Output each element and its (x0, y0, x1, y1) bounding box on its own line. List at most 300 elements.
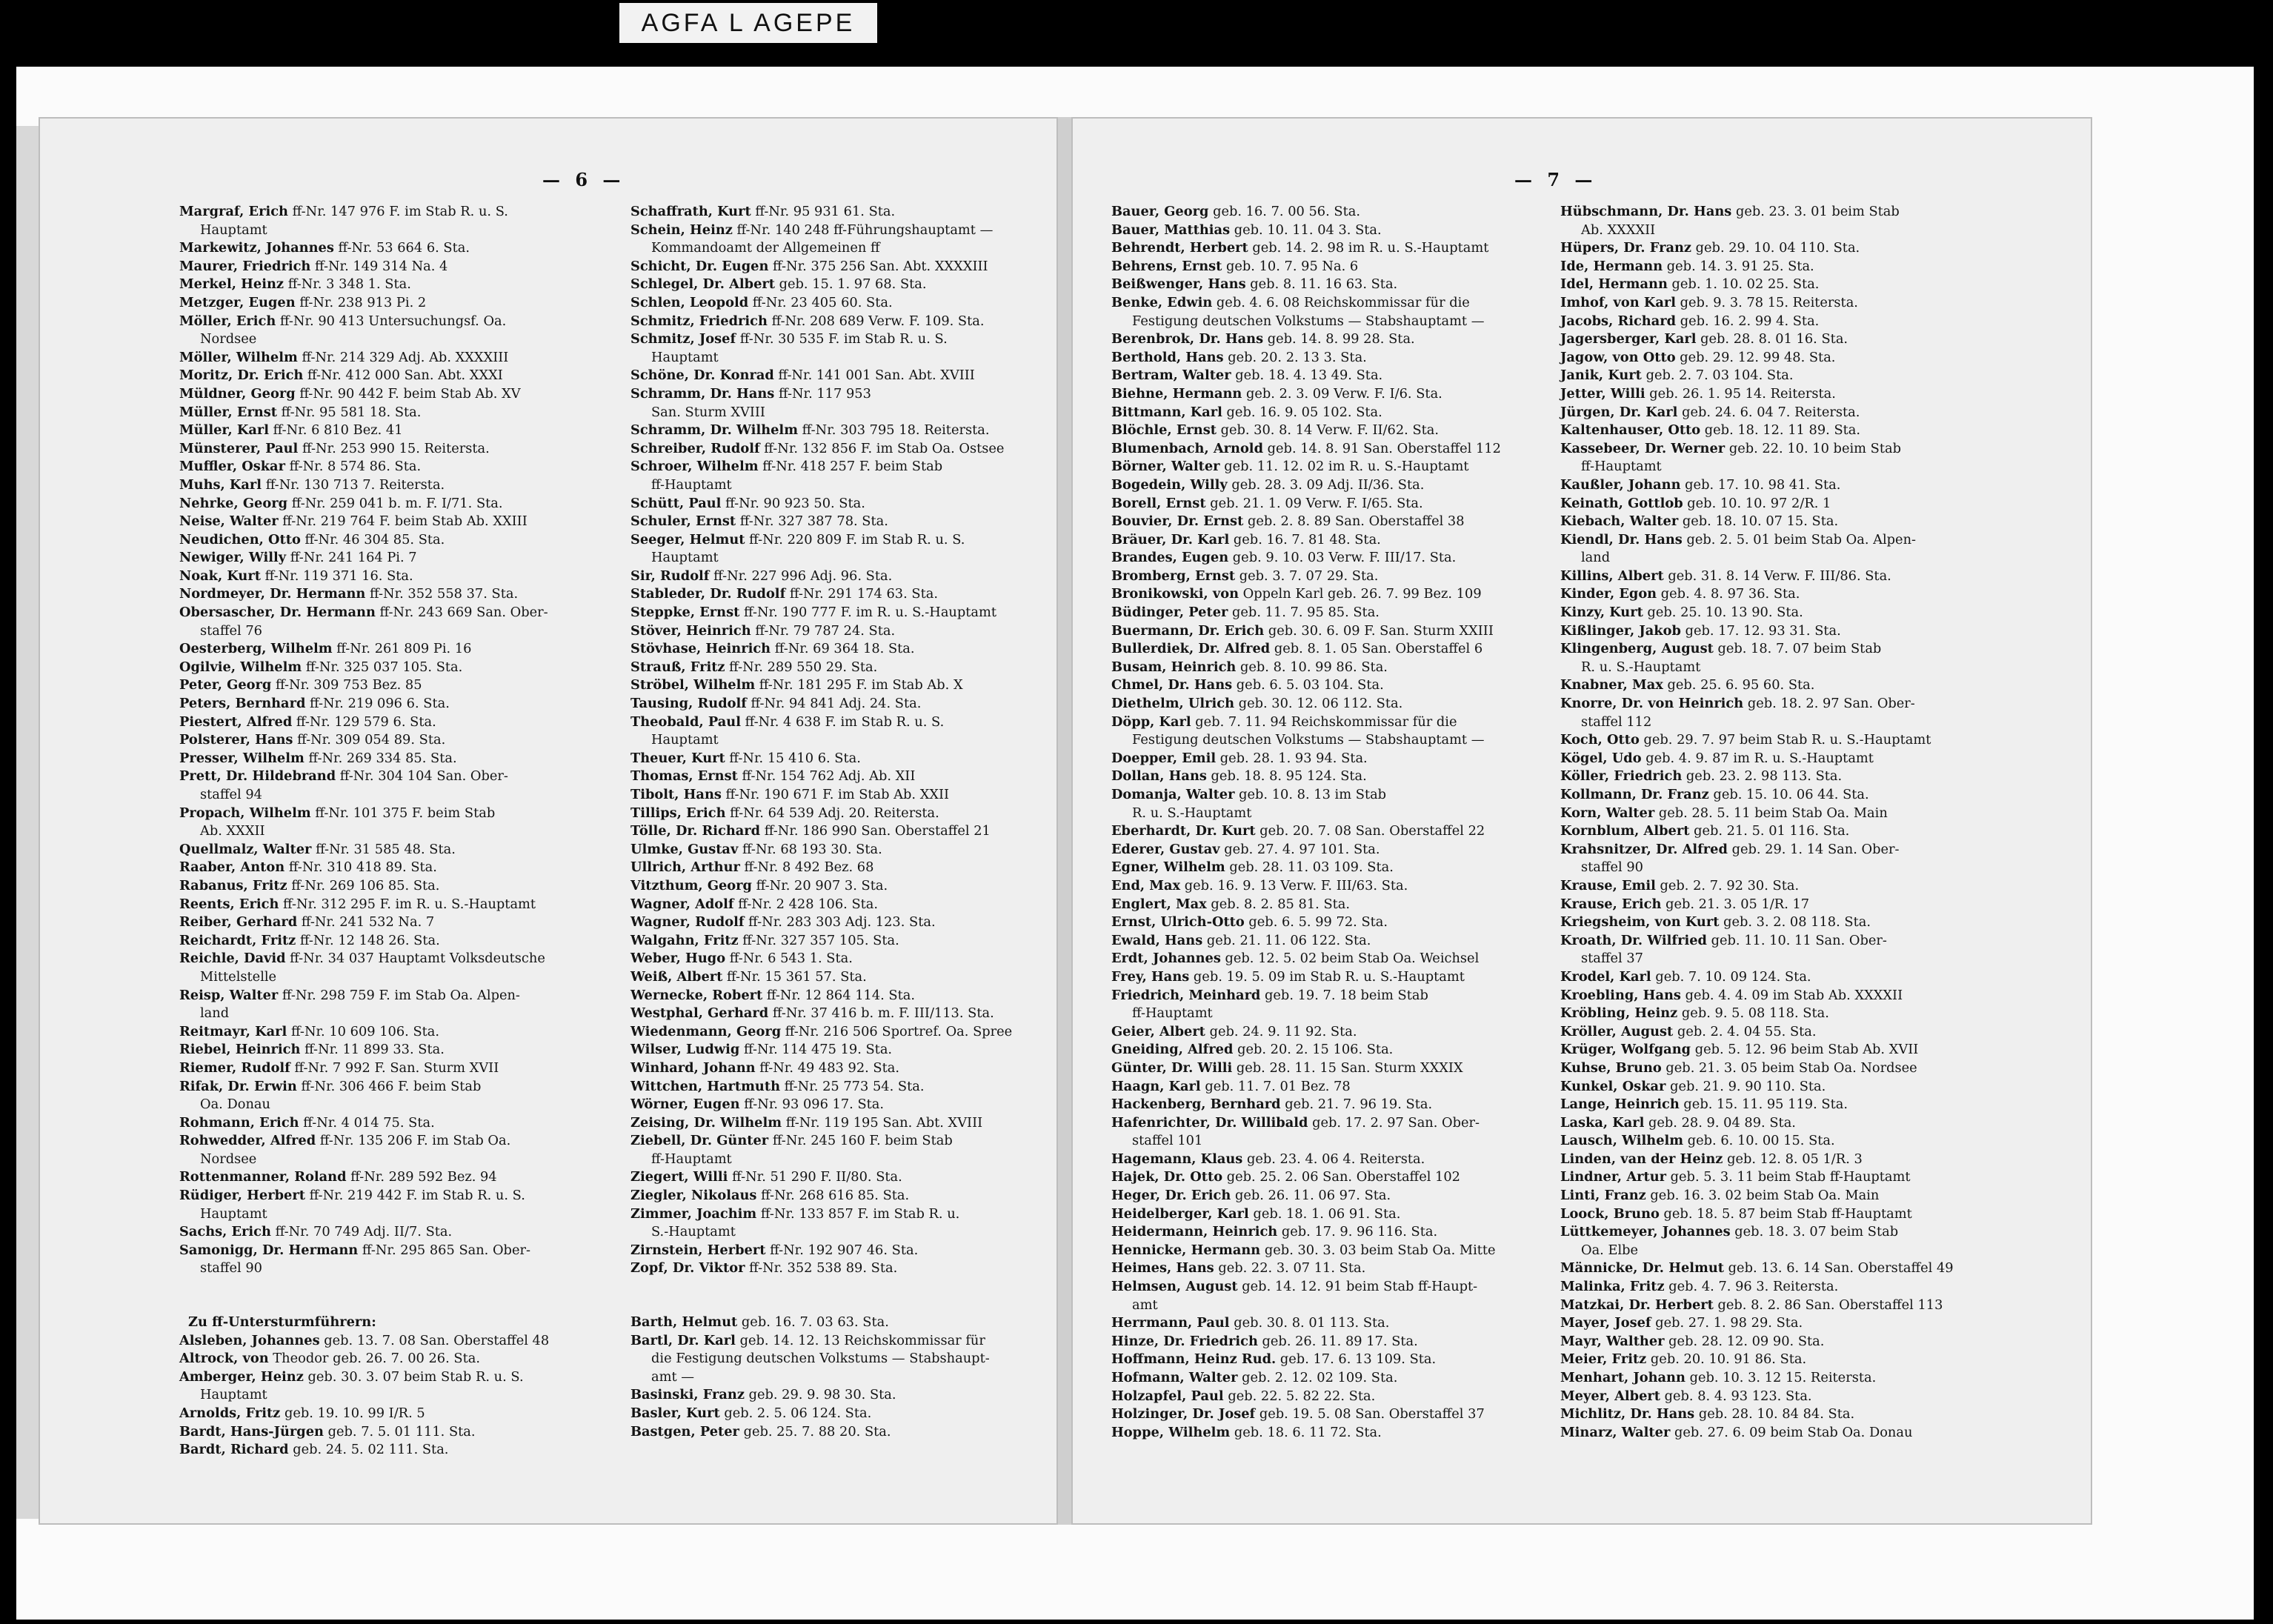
entry-name: Kröbling, Heinz (1560, 1005, 1678, 1022)
entry-details: ff-Nr. 219 442 F. im Stab R. u. S. (309, 1188, 525, 1204)
entry-name: Kiendl, Dr. Hans (1560, 531, 1683, 548)
roster-entry (179, 549, 549, 568)
roster-entry (1111, 604, 1501, 622)
entry-details: ff-Nr. 253 990 15. Reitersta. (302, 440, 490, 456)
entry-details: geb. 11. 7. 95 85. Sta. (1232, 605, 1380, 621)
entry-name: Krahsnitzer, Dr. Alfred (1560, 841, 1728, 857)
entry-name: Diethelm, Ulrich (1111, 696, 1235, 712)
entry-continuation: Hauptamt (200, 222, 267, 238)
roster-entry (630, 276, 1012, 294)
entry-name: Seeger, Helmut (630, 531, 745, 548)
roster-entry (1111, 367, 1501, 385)
roster-entry (1111, 258, 1501, 276)
entry-name: Altrock, von (179, 1351, 269, 1367)
entry-details: ff-Nr. 289 550 29. Sta. (729, 659, 878, 675)
entry-name: End, Max (1111, 877, 1181, 893)
entry-name: Theobald, Paul (630, 713, 741, 730)
entry-name: Arnolds, Fritz (179, 1405, 281, 1421)
entry-details: geb. 18. 8. 95 124. Sta. (1211, 768, 1367, 785)
roster-entry (630, 987, 1012, 1005)
entry-details: ff-Nr. 154 762 Adj. Ab. XII (742, 768, 916, 785)
right-page (1071, 117, 2092, 1525)
roster-entry (179, 531, 549, 550)
entry-details: geb. 21. 1. 09 Verw. F. I/65. Sta. (1210, 495, 1423, 511)
entry-details: geb. 25. 7. 88 20. Sta. (743, 1423, 891, 1440)
page-number: — 6 — (542, 169, 625, 190)
entry-details: ff-Nr. 327 357 105. Sta. (742, 932, 899, 948)
entry-details: ff-Nr. 418 257 F. beim Stab (762, 459, 943, 475)
roster-entry (630, 713, 1012, 750)
entry-name: Helmsen, August (1111, 1279, 1238, 1295)
roster-entry (1560, 203, 1954, 239)
roster-entry (1560, 805, 1954, 823)
entry-details: geb. 29. 7. 97 beim Stab R. u. S.-Hauptamt (1643, 732, 1931, 748)
roster-entry (179, 1350, 549, 1368)
roster-entry (1560, 1369, 1954, 1388)
entry-continuation: Nordsee (200, 1151, 257, 1167)
entry-name: Ulmke, Gustav (630, 841, 739, 857)
entry-details: geb. 25. 6. 95 60. Sta. (1667, 677, 1815, 693)
entry-details: geb. 4. 8. 97 36. Sta. (1660, 586, 1800, 602)
entry-details: geb. 21. 9. 90 110. Sta. (1670, 1078, 1826, 1094)
roster-entry (179, 1023, 549, 1042)
roster-entry (630, 330, 1012, 367)
entry-continuation: die Festigung deutschen Volkstums — Stabshaupt- (651, 1351, 990, 1367)
roster-entry (1111, 695, 1501, 713)
roster-entry (179, 1114, 549, 1133)
roster-entry (1111, 987, 1501, 1023)
entry-details: ff-Nr. 119 371 16. Sta. (264, 568, 413, 584)
roster-entry (1560, 1078, 1954, 1096)
entry-details: geb. 2. 5. 06 124. Sta. (724, 1405, 872, 1421)
entry-continuation: staffel 101 (1132, 1133, 1203, 1149)
entry-details: ff-Nr. 309 054 89. Sta. (297, 732, 446, 748)
roster-entry (179, 640, 549, 659)
entry-name: Zeising, Dr. Wilhelm (630, 1114, 782, 1131)
roster-entry (1111, 786, 1501, 822)
entry-details: ff-Nr. 243 669 San. Ober- (379, 605, 548, 621)
entry-name: Herrmann, Paul (1111, 1315, 1230, 1331)
entry-details: geb. 28. 3. 09 Adj. II/36. Sta. (1231, 476, 1425, 493)
entry-name: Kögel, Udo (1560, 750, 1642, 766)
entry-details: geb. 30. 8. 01 113. Sta. (1234, 1315, 1390, 1331)
book-gutter (1058, 117, 1071, 1525)
entry-details: geb. 14. 12. 13 Reichskommissar für (739, 1332, 985, 1348)
entry-name: Kaußler, Johann (1560, 476, 1681, 493)
entry-details: ff-Nr. 269 334 85. Sta. (308, 750, 457, 766)
entry-details: geb. 2. 4. 04 55. Sta. (1677, 1023, 1817, 1039)
roster-entry (1560, 276, 1954, 294)
entry-details: geb. 21. 3. 05 beim Stab Oa. Nordsee (1665, 1059, 1917, 1076)
roster-entry (1111, 822, 1501, 841)
roster-entry (1560, 495, 1954, 513)
roster-entry (1560, 695, 1954, 731)
roster-entry (179, 695, 549, 713)
entry-name: Jagersberger, Karl (1560, 331, 1697, 347)
entry-details: geb. 8. 2. 86 San. Oberstaffel 113 (1717, 1297, 1943, 1313)
roster-entry (179, 932, 549, 951)
entry-details: ff-Nr. 186 990 San. Oberstaffel 21 (764, 823, 991, 839)
entry-details: geb. 28. 10. 84 84. Sta. (1698, 1406, 1855, 1422)
entry-name: Kriegsheim, von Kurt (1560, 914, 1720, 931)
entry-name: Strauß, Fritz (630, 659, 725, 675)
film-top-banner (0, 0, 2273, 53)
entry-continuation: Hauptamt (651, 349, 719, 365)
roster-entry (630, 676, 1012, 695)
entry-details: ff-Nr. 53 664 6. Sta. (338, 240, 470, 256)
roster-entry (1560, 239, 1954, 258)
roster-entry (630, 968, 1012, 987)
roster-entry (179, 713, 549, 732)
entry-details: geb. 31. 8. 14 Verw. F. III/86. Sta. (1668, 568, 1891, 584)
roster-entry (630, 622, 1012, 641)
entry-details: ff-Nr. 306 466 F. beim Stab (301, 1078, 482, 1094)
roster-entry (1560, 1132, 1954, 1151)
entry-details: geb. 14. 8. 99 28. Sta. (1267, 331, 1415, 347)
entry-details: geb. 17. 6. 13 109. Sta. (1279, 1351, 1437, 1368)
entry-name: Büdinger, Peter (1111, 605, 1228, 621)
roster-entry (630, 313, 1012, 331)
roster-entry (179, 914, 549, 932)
roster-entry (1111, 896, 1501, 914)
entry-details: geb. 19. 5. 08 San. Oberstaffel 37 (1259, 1406, 1485, 1422)
entry-name: Bauer, Georg (1111, 204, 1209, 219)
entry-name: Prett, Dr. Hildebrand (179, 768, 336, 785)
entry-continuation: Hauptamt (651, 732, 719, 748)
entry-name: Müller, Ernst (179, 404, 277, 420)
entry-details: ff-Nr. 245 160 F. beim Stab (772, 1133, 953, 1149)
entry-name: Kroath, Dr. Wilfried (1560, 932, 1707, 948)
entry-name: Kassebeer, Dr. Werner (1560, 440, 1725, 456)
roster-entry (1111, 585, 1501, 604)
roster-entry (1111, 476, 1501, 495)
roster-entry (179, 1132, 549, 1168)
entry-name: Rifak, Dr. Erwin (179, 1078, 297, 1094)
entry-name: Menhart, Johann (1560, 1370, 1685, 1385)
roster-entry (1111, 1314, 1501, 1333)
entry-details: ff-Nr. 68 193 30. Sta. (742, 841, 882, 857)
section-heading: Zu ff-Untersturmführern: (188, 1314, 376, 1331)
entry-name: Kunkel, Oskar (1560, 1078, 1666, 1094)
roster-entry (1111, 932, 1501, 951)
roster-entry (179, 203, 549, 239)
entry-details: geb. 29. 12. 99 48. Sta. (1680, 349, 1836, 365)
roster-entry (1560, 367, 1954, 385)
roster-entry (630, 1005, 1012, 1023)
roster-entry (1560, 1096, 1954, 1114)
entry-name: Lange, Heinrich (1560, 1096, 1680, 1113)
entry-name: Hafenrichter, Dr. Willibald (1111, 1114, 1308, 1131)
roster-entry (630, 568, 1012, 586)
entry-details: geb. 7. 11. 94 Reichskommissar für die (1195, 713, 1457, 730)
entry-details: geb. 6. 5. 99 72. Sta. (1248, 914, 1388, 931)
entry-name: Maurer, Friedrich (179, 258, 311, 274)
roster-entry (1560, 313, 1954, 331)
roster-entry (630, 932, 1012, 951)
entry-details: geb. 23. 4. 06 4. Reitersta. (1246, 1151, 1425, 1167)
entry-details: geb. 18. 5. 87 beim Stab ff-Hauptamt (1663, 1205, 1912, 1222)
entry-name: Minarz, Walter (1560, 1424, 1671, 1440)
roster-entry (1111, 385, 1501, 404)
entry-details: ff-Nr. 30 535 F. im Stab R. u. S. (739, 331, 948, 347)
roster-entry (1111, 1096, 1501, 1114)
entry-name: Eberhardt, Dr. Kurt (1111, 823, 1256, 839)
entry-details: ff-Nr. 25 773 54. Sta. (784, 1078, 925, 1094)
entry-details: geb. 25. 2. 06 San. Oberstaffel 102 (1226, 1169, 1460, 1185)
roster-entry (1560, 1059, 1954, 1078)
entry-details: geb. 29. 1. 14 San. Ober- (1731, 841, 1900, 857)
entry-name: Krause, Erich (1560, 896, 1662, 912)
roster-entry (630, 1041, 1012, 1059)
roster-entry (179, 239, 549, 258)
entry-name: Basinski, Franz (630, 1387, 745, 1403)
entry-details: geb. 18. 10. 07 15. Sta. (1682, 513, 1839, 530)
roster-entry (179, 276, 549, 294)
entry-name: Rottenmanner, Roland (179, 1169, 347, 1185)
entry-details: geb. 6. 5. 03 104. Sta. (1236, 677, 1384, 693)
entry-details: geb. 23. 3. 01 beim Stab (1735, 204, 1900, 219)
roster-entry (1560, 385, 1954, 404)
entry-details: ff-Nr. 291 174 63. Sta. (789, 586, 938, 602)
entry-name: Linden, van der Heinz (1560, 1151, 1723, 1167)
entry-details: geb. 5. 12. 96 beim Stab Ab. XVII (1694, 1042, 1919, 1058)
entry-name: Bertram, Walter (1111, 367, 1231, 384)
roster-entry (1111, 330, 1501, 349)
entry-name: Presser, Wilhelm (179, 750, 304, 766)
entry-name: Beißwenger, Hans (1111, 276, 1246, 293)
entry-continuation: San. Sturm XVIII (651, 404, 765, 420)
roster-entry (1560, 294, 1954, 313)
entry-details: geb. 11. 7. 01 Bez. 78 (1205, 1078, 1351, 1094)
roster-entry (179, 258, 549, 276)
entry-details: geb. 11. 12. 02 im R. u. S.-Hauptamt (1224, 459, 1469, 475)
entry-name: Metzger, Eugen (179, 294, 296, 310)
entry-continuation: amt (1132, 1297, 1158, 1313)
roster-entry (630, 1332, 1012, 1387)
entry-name: Muffler, Oskar (179, 459, 285, 475)
entry-name: Weber, Hugo (630, 951, 726, 967)
roster-entry (630, 1078, 1012, 1096)
entry-name: Polsterer, Hans (179, 732, 293, 748)
entry-details: geb. 28. 11. 15 San. Sturm XXXIX (1236, 1059, 1463, 1076)
roster-entry (1560, 1005, 1954, 1023)
entry-details: ff-Nr. 298 759 F. im Stab Oa. Alpen- (282, 987, 520, 1003)
entry-name: Amberger, Heinz (179, 1368, 304, 1385)
entry-details: ff-Nr. 241 164 Pi. 7 (290, 550, 417, 566)
roster-entry (1560, 1223, 1954, 1259)
entry-details: ff-Nr. 325 037 105. Sta. (305, 659, 463, 675)
entry-name: Bronikowski, von (1111, 586, 1239, 602)
entry-details: ff-Nr. 130 713 7. Reitersta. (265, 476, 445, 493)
entry-details: ff-Nr. 69 364 18. Sta. (774, 641, 915, 657)
entry-name: Günter, Dr. Willi (1111, 1059, 1233, 1076)
entry-details: ff-Nr. 20 907 3. Sta. (756, 877, 888, 893)
entry-details: geb. 20. 2. 15 106. Sta. (1237, 1042, 1394, 1058)
roster-entry (1560, 1351, 1954, 1369)
entry-details: geb. 22. 5. 82 22. Sta. (1228, 1388, 1376, 1404)
entry-details: geb. 28. 1. 93 94. Sta. (1219, 750, 1368, 766)
entry-details: ff-Nr. 31 585 48. Sta. (316, 841, 456, 857)
entry-name: Rabanus, Fritz (179, 877, 287, 893)
entry-name: Rüdiger, Herbert (179, 1188, 305, 1204)
entry-details: geb. 10. 7. 95 Na. 6 (1226, 258, 1359, 274)
roster-entry (179, 859, 549, 877)
entry-details: geb. 25. 10. 13 90. Sta. (1647, 605, 1803, 621)
entry-name: Killins, Albert (1560, 568, 1664, 584)
entry-continuation: Oa. Donau (200, 1096, 270, 1113)
entry-name: Brandes, Eugen (1111, 550, 1229, 566)
entry-continuation: ff-Hauptamt (651, 476, 732, 493)
roster-entry (630, 950, 1012, 968)
entry-name: Heidelberger, Karl (1111, 1205, 1249, 1222)
roster-entry (1111, 1187, 1501, 1205)
page-number: — 7 — (1514, 169, 1597, 190)
entry-details: geb. 28. 12. 09 90. Sta. (1668, 1333, 1825, 1349)
entry-details: geb. 4. 6. 08 Reichskommissar für die (1216, 294, 1470, 310)
entry-name: Alsleben, Johannes (179, 1332, 320, 1348)
entry-name: Schroer, Wilhelm (630, 459, 759, 475)
entry-name: Schöne, Dr. Konrad (630, 367, 774, 384)
roster-entry (179, 1187, 549, 1223)
entry-name: Ernst, Ulrich-Otto (1111, 914, 1245, 931)
entry-name: Bromberg, Ernst (1111, 568, 1236, 584)
roster-entry (179, 841, 549, 859)
entry-details: ff-Nr. 12 148 26. Sta. (299, 932, 440, 948)
roster-entry (179, 659, 549, 677)
roster-entry (630, 1259, 1012, 1278)
entry-name: Newiger, Willy (179, 550, 287, 566)
entry-details: Theodor geb. 26. 7. 00 26. Sta. (273, 1351, 481, 1367)
entry-details: geb. 16. 7. 81 48. Sta. (1233, 531, 1381, 548)
entry-name: Möller, Erich (179, 313, 276, 329)
entry-name: Schmitz, Friedrich (630, 313, 768, 329)
entry-name: Wernecke, Robert (630, 987, 763, 1003)
entry-name: Holzapfel, Paul (1111, 1388, 1224, 1404)
entry-details: ff-Nr. 149 314 Na. 4 (314, 258, 448, 274)
entry-details: geb. 19. 5. 09 im Stab R. u. S.-Hauptamt (1193, 968, 1465, 985)
roster-entry (1111, 1023, 1501, 1042)
entry-details: ff-Nr. 6 810 Bez. 41 (273, 422, 403, 439)
roster-entry (630, 222, 1012, 258)
entry-name: Thomas, Ernst (630, 768, 738, 785)
entry-details: ff-Nr. 140 248 ff-Führungshauptamt — (736, 222, 994, 238)
entry-name: Tölle, Dr. Richard (630, 823, 761, 839)
roster-entry (179, 1441, 549, 1460)
roster-entry (630, 495, 1012, 513)
roster-entry (1560, 877, 1954, 896)
roster-entry (1111, 222, 1501, 240)
entry-name: Tillips, Erich (630, 805, 726, 821)
roster-entry (1111, 750, 1501, 768)
roster-entry (1560, 968, 1954, 987)
entry-details: geb. 10. 8. 13 im Stab (1239, 787, 1387, 802)
roster-entry (179, 422, 549, 440)
roster-entry (1111, 859, 1501, 877)
entry-details: geb. 10. 3. 12 15. Reitersta. (1689, 1370, 1877, 1385)
entry-name: Winhard, Johann (630, 1059, 756, 1076)
roster-entry (630, 659, 1012, 677)
entry-name: Bouvier, Dr. Ernst (1111, 513, 1244, 530)
roster-entry (630, 841, 1012, 859)
entry-details: geb. 13. 6. 14 San. Oberstaffel 49 (1728, 1260, 1954, 1277)
entry-details: geb. 7. 5. 01 111. Sta. (327, 1423, 476, 1440)
entry-name: Heimes, Hans (1111, 1260, 1214, 1277)
roster-entry (1560, 896, 1954, 914)
entry-name: Koch, Otto (1560, 732, 1640, 748)
roster-entry (1560, 531, 1954, 568)
roster-entry (179, 1059, 549, 1078)
entry-details: geb. 2. 3. 09 Verw. F. I/6. Sta. (1245, 385, 1442, 402)
roster-entry (1111, 549, 1501, 568)
entry-details: ff-Nr. 259 041 b. m. F. I/71. Sta. (291, 495, 503, 511)
roster-entry (1560, 476, 1954, 495)
entry-name: Hoffmann, Heinz Rud. (1111, 1351, 1277, 1368)
entry-name: Kinder, Egon (1560, 586, 1657, 602)
roster-entry (179, 476, 549, 495)
entry-details: ff-Nr. 94 841 Adj. 24. Sta. (751, 696, 922, 712)
roster-entry (1111, 239, 1501, 258)
roster-entry (1111, 768, 1501, 786)
entry-details: ff-Nr. 283 303 Adj. 123. Sta. (748, 914, 936, 931)
entry-name: Schmitz, Josef (630, 331, 736, 347)
entry-name: Ziegler, Nikolaus (630, 1188, 757, 1204)
entry-details: geb. 12. 8. 05 1/R. 3 (1727, 1151, 1863, 1167)
entry-continuation: staffel 90 (1581, 859, 1643, 876)
entry-name: Hinze, Dr. Friedrich (1111, 1333, 1258, 1349)
entry-name: Rohwedder, Alfred (179, 1133, 316, 1149)
roster-entry (1560, 1259, 1954, 1278)
entry-continuation: ff-Hauptamt (651, 1151, 732, 1167)
entry-name: Stövhase, Heinrich (630, 641, 771, 657)
entry-details: geb. 15. 11. 95 119. Sta. (1683, 1096, 1848, 1113)
roster-entry (1111, 968, 1501, 987)
entry-name: Steppke, Ernst (630, 605, 740, 621)
roster-entry (1560, 841, 1954, 877)
roster-entry (1111, 349, 1501, 367)
entry-name: Kaltenhauser, Otto (1560, 422, 1701, 439)
roster-entry (179, 731, 549, 750)
roster-entry (1560, 1041, 1954, 1059)
entry-details: geb. 19. 10. 99 I/R. 5 (284, 1405, 425, 1421)
entry-name: Schaffrath, Kurt (630, 204, 751, 219)
entry-name: Erdt, Johannes (1111, 951, 1221, 967)
roster-entry (1111, 440, 1501, 459)
entry-details: ff-Nr. 3 348 1. Sta. (287, 276, 411, 293)
entry-details: geb. 21. 3. 05 1/R. 17 (1665, 896, 1810, 912)
roster-entry (179, 1423, 549, 1442)
entry-name: Hoppe, Wilhelm (1111, 1424, 1231, 1440)
entry-name: Zirnstein, Herbert (630, 1242, 766, 1258)
entry-name: Schramm, Dr. Wilhelm (630, 422, 799, 439)
roster-entry (1560, 330, 1954, 349)
roster-entry (1560, 1388, 1954, 1406)
entry-name: Berenbrok, Dr. Hans (1111, 331, 1264, 347)
entry-details: geb. 8. 10. 99 86. Sta. (1240, 659, 1388, 675)
roster-entry (1560, 768, 1954, 786)
entry-name: Vitzthum, Georg (630, 877, 752, 893)
entry-name: Ide, Hermann (1560, 258, 1663, 274)
roster-entry (179, 313, 549, 349)
entry-details: geb. 17. 10. 98 41. Sta. (1685, 476, 1841, 493)
roster-entry (630, 1114, 1012, 1133)
entry-name: Janik, Kurt (1560, 367, 1642, 384)
entry-details: ff-Nr. 101 375 F. beim Stab (315, 805, 496, 821)
entry-details: ff-Nr. 34 037 Hauptamt Volksdeutsche (290, 951, 545, 967)
entry-details: geb. 13. 7. 08 San. Oberstaffel 48 (324, 1332, 550, 1348)
entry-name: Busam, Heinrich (1111, 659, 1237, 675)
entry-details: ff-Nr. 119 195 San. Abt. XVIII (785, 1114, 983, 1131)
entry-name: Meyer, Albert (1560, 1388, 1660, 1404)
